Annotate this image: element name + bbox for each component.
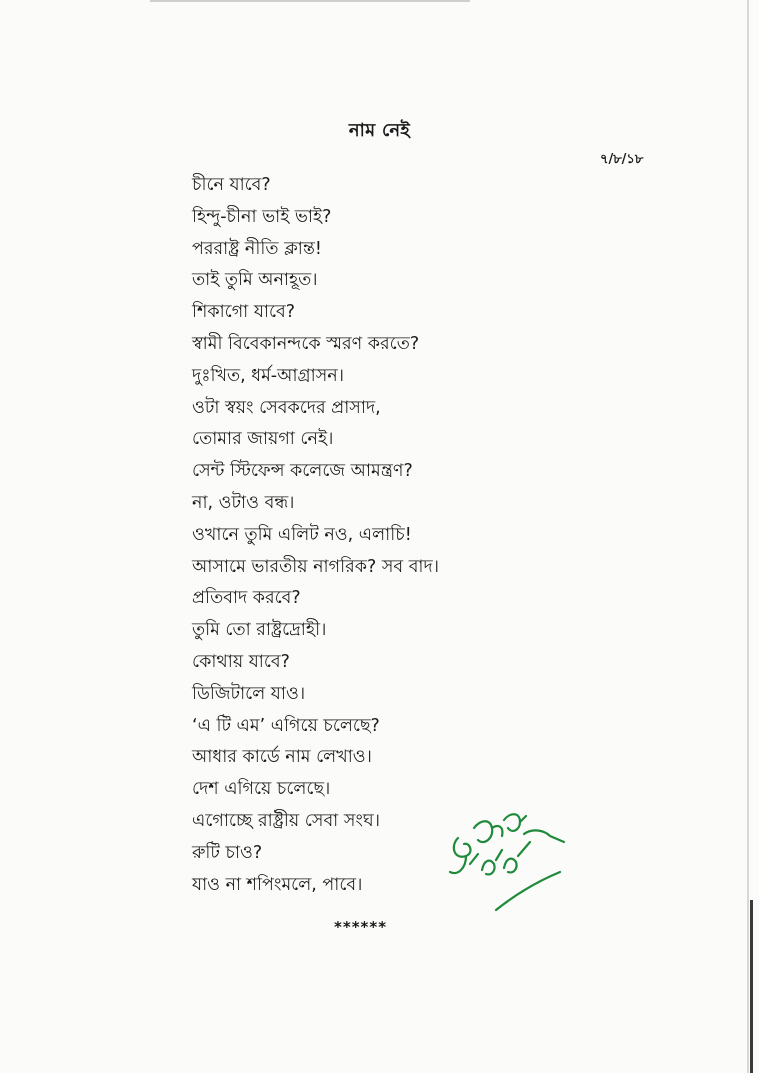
poem-line: ওটা স্বয়ং সেবকদের প্রাসাদ, [192,397,381,418]
poem-line: রুটি চাও? [192,842,263,863]
poem-line: তুমি তো রাষ্ট্রদ্রোহী। [192,620,327,641]
handwritten-signature [440,798,570,918]
scan-artifact-top [150,0,470,2]
poem-title: নাম নেই [348,120,411,141]
end-mark: ****** [334,918,388,936]
poem-date: ৭/৮/১৮ [600,152,644,167]
poem-line: ওখানে তুমি এলিট নও, এলাচি! [192,524,412,545]
poem-line: পররাষ্ট্র নীতি ক্লান্ত! [192,238,322,259]
poem-line: দুঃখিত, ধর্ম-আগ্রাসন। [192,365,344,386]
poem-line: চীনে যাবে? [192,175,271,195]
poem-line: সেন্ট স্টিফেন্স কলেজে আমন্ত্রণ? [192,461,413,482]
poem-line: স্বামী বিবেকানন্দকে স্মরণ করতে? [192,333,420,354]
poem-line: যাও না শপিংমলে, পাবে। [192,874,363,895]
poem-body [192,170,439,901]
poem-line: না, ওটাও বন্ধ। [192,492,295,513]
poem-line: এগোচ্ছে রাষ্ট্রীয় সেবা সংঘ। [192,810,380,831]
poem-line: দেশ এগিয়ে চলেছে। [192,779,331,800]
poem-line: আসামে ভারতীয় নাগরিক? সব বাদ। [192,556,439,577]
poem-line: ডিজিটালে যাও। [192,683,306,704]
poem-line: হিন্দু-চীনা ভাই ভাই? [192,206,332,227]
poem-line: কোথায় যাবে? [192,651,290,672]
poem-line: প্রতিবাদ করবে? [192,588,301,609]
poem-line: তোমার জায়গা নেই। [192,429,334,450]
scan-artifact-right-shadow [750,900,753,1073]
scan-artifact-right-edge [747,0,749,1073]
poem-line: তাই তুমি অনাহূত। [192,270,318,291]
poem-line: ‘এ টি এম’ এগিয়ে চলেছে? [192,715,380,736]
poem-line: শিকাগো যাবে? [192,302,296,323]
poem-line: আধার কার্ডে নাম লেখাও। [192,747,372,768]
